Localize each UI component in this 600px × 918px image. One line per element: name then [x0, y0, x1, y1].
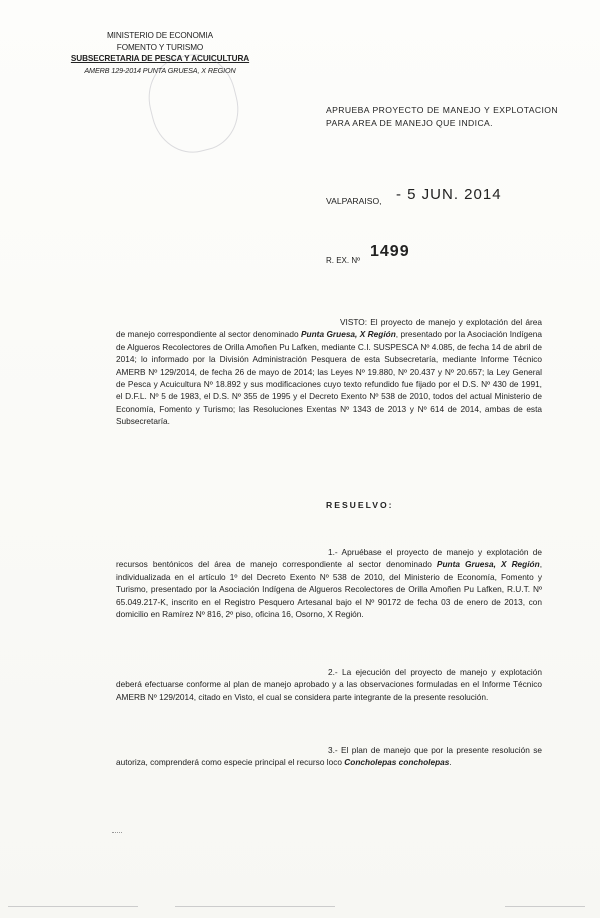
- header-ministry-sub: FOMENTO Y TURISMO: [116, 42, 204, 52]
- resolution-number-label: R. EX. Nº: [326, 256, 361, 265]
- date-stamp: - 5 JUN. 2014: [396, 186, 502, 203]
- resolution-subject: APRUEBA PROYECTO DE MANEJO Y EXPLOTACION PARA AREA DE MANEJO QUE INDICA.: [326, 105, 558, 128]
- margin-mark: [112, 824, 122, 833]
- item-1-text-b: , individualizada en el artículo 1º del Decreto Exento Nº 538 de 2010, del Ministerio de Economía, Fomento y Turismo, presentado por la Asociación Indígena de Algueros Recolectores de Orilla Amoñen Pu Lafken, R.U.T. Nº 65.049.217-K, inscrito en el Registro Pesquero Artesanal bajo el Nº 90172 de fecha 03 de enero de 2013, con domicilio en Ramírez Nº 816, 2º piso, oficina 16, Osorno, X Región.: [116, 559, 542, 620]
- visto-paragraph: [116, 316, 542, 428]
- item-3-species: Concholepas concholepas: [344, 757, 450, 768]
- item-3-text-b: .: [449, 757, 452, 768]
- item-1-sector: Punta Gruesa, X Región: [436, 559, 540, 570]
- header-reference: AMERB 129-2014 PUNTA GRUESA, X REGION: [84, 65, 236, 75]
- visto-text-b: , presentado por la Asociación Indígena de Algueros Recolectores de Orilla Amoñen Pu Lafken, mediante C.I. SUSPESCA Nº 4.085, de fecha 14 de abril de 2014; lo informado por la División Administración Pesquera de esta Subsecretaría, mediante Informe Técnico AMERB Nº 129/2014, de fecha 26 de mayo de 2014; las Leyes Nº 19.880, Nº 20.437 y Nº 20.657; la Ley General de Pesca y Acuicultura Nº 18.892 y sus modificaciones cuyo texto refundido fue fijado por el D.S. Nº 430 de 1991, el D.F.L. Nº 5 de 1983, el D.S. Nº 355 de 1995 y el Decreto Exento Nº 538 de 2010, todos del actual Ministerio de Economía, Fomento y Turismo; las Resoluciones Exentas Nº 1343 de 2013 y Nº 614 de 2014, ambas de esta Subsecretaría.: [116, 329, 542, 427]
- header-subsecretaria: SUBSECRETARIA DE PESCA Y ACUICULTURA: [70, 54, 250, 63]
- footer-rule-center: [175, 906, 335, 913]
- resolution-item-3: [116, 744, 542, 769]
- visto-sector: Punta Gruesa, X Región: [301, 329, 396, 340]
- header-ministry: MINISTERIO DE ECONOMIA: [106, 31, 214, 40]
- resolution-item-2: 2.- La ejecución del proyecto de manejo y explotación deberá efectuarse conforme al plan de manejo aprobado y a las observaciones formuladas en el Informe Técnico AMERB Nº 129/2014, citado en Visto, el cual se considera parte integrante de la presente resolución.: [116, 667, 542, 702]
- resolution-number: 1499: [370, 243, 410, 260]
- item-3-text-a: 3.- El plan de manejo que por la presente resolución se autoriza, comprenderá como especie principal el recurso loco: [116, 745, 542, 768]
- footer-rule-right: [505, 906, 585, 913]
- visto-text-a: VISTO: El proyecto de manejo y explotación del área de manejo correspondiente al sector denominado: [116, 317, 542, 340]
- item-1-text-a: 1.- Apruébase el proyecto de manejo y explotación de recursos bentónicos del área de manejo correspondiente al sector denominado: [116, 547, 542, 570]
- resolution-item-1: [116, 546, 542, 620]
- city-label: VALPARAISO,: [326, 196, 382, 206]
- footer-rule-left: [8, 906, 138, 913]
- resuelvo-heading: RESUELVO:: [326, 500, 394, 510]
